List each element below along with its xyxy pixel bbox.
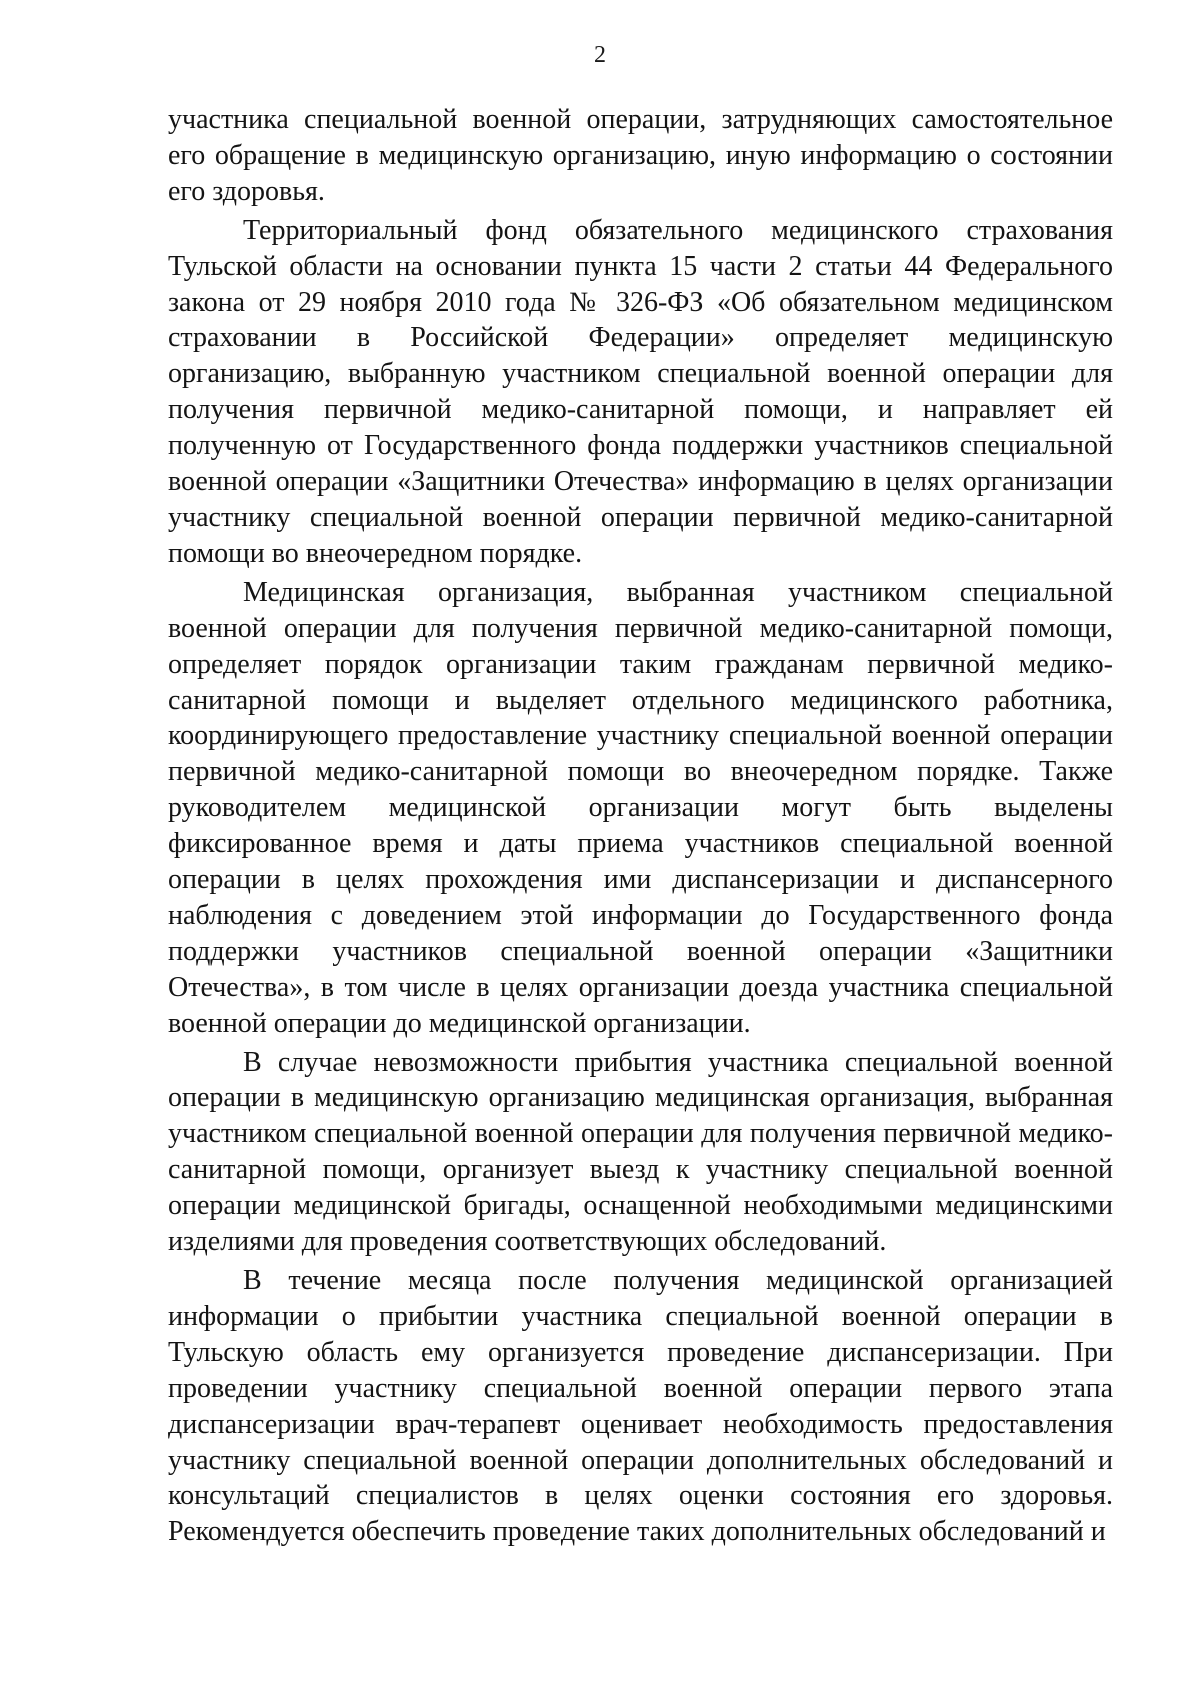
paragraph-dispensary-exam: В течение месяца после получения медицинской организацией информации о прибытии участника специальной военной операции в Тульскую область ему организуется проведение диспансеризации. При проведении участнику специальной военной операции первого этапа диспансеризации врач-терапевт оценивает необходимость предоставления участнику специальной военной операции дополнительных обследований и консультаций специалистов в целях оценки состояния его здоровья. Рекомендуется обеспечить проведение таких дополнительных обследований и xyxy=(168,1265,1113,1548)
paragraph-continuation: участника специальной военной операции, затрудняющих самостоятельное его обращение в медицинскую организацию, иную информацию о состоянии его здоровья. xyxy=(168,104,1113,207)
paragraph-territorial-fund: Территориальный фонд обязательного медицинского страхования Тульской области на основании пункта 15 части 2 статьи 44 Федерального закона от 29 ноября 2010 года № 326-ФЗ «Об обязательном медицинском страховании в Российской Федерации» определяет медицинскую организацию, выбранную участником специальной военной операции для получения первичной медико-санитарной помощи, и направляет ей полученную от Государственного фонда поддержки участников специальной военной операции «Защитники Отечества» информацию в целях организации участнику специальной военной операции первичной медико-санитарной помощи во внеочередном порядке. xyxy=(168,214,1113,569)
paragraph-medical-organization: Медицинская организация, выбранная участником специальной военной операции для получения первичной медико-санитарной помощи, определяет порядок организации таким гражданам первичной медико-санитарной помощи и выделяет отдельного медицинского работника, координирующего предоставление участнику специальной военной операции первичной медико-санитарной помощи во внеочередном порядке. Также руководителем медицинской организации могут быть выделены фиксированное время и даты приема участников специальной военной операции в целях прохождения ими диспансеризации и диспансерного наблюдения с доведением этой информации до Государственного фонда поддержки участников специальной военной операции «Защитники Отечества», в том числе в целях организации доезда участника специальной военной операции до медицинской организации. xyxy=(168,576,1113,1039)
document-body xyxy=(168,102,1113,1553)
paragraph-home-visit: В случае невозможности прибытия участника специальной военной операции в медицинскую организацию медицинская организация, выбранная участником специальной военной операции для получения первичной медико-санитарной помощи, организует выезд к участнику специальной военной операции медицинской бригады, оснащенной необходимыми медицинскими изделиями для проведения соответствующих обследований. xyxy=(168,1046,1113,1258)
page-number: 2 xyxy=(594,42,606,68)
